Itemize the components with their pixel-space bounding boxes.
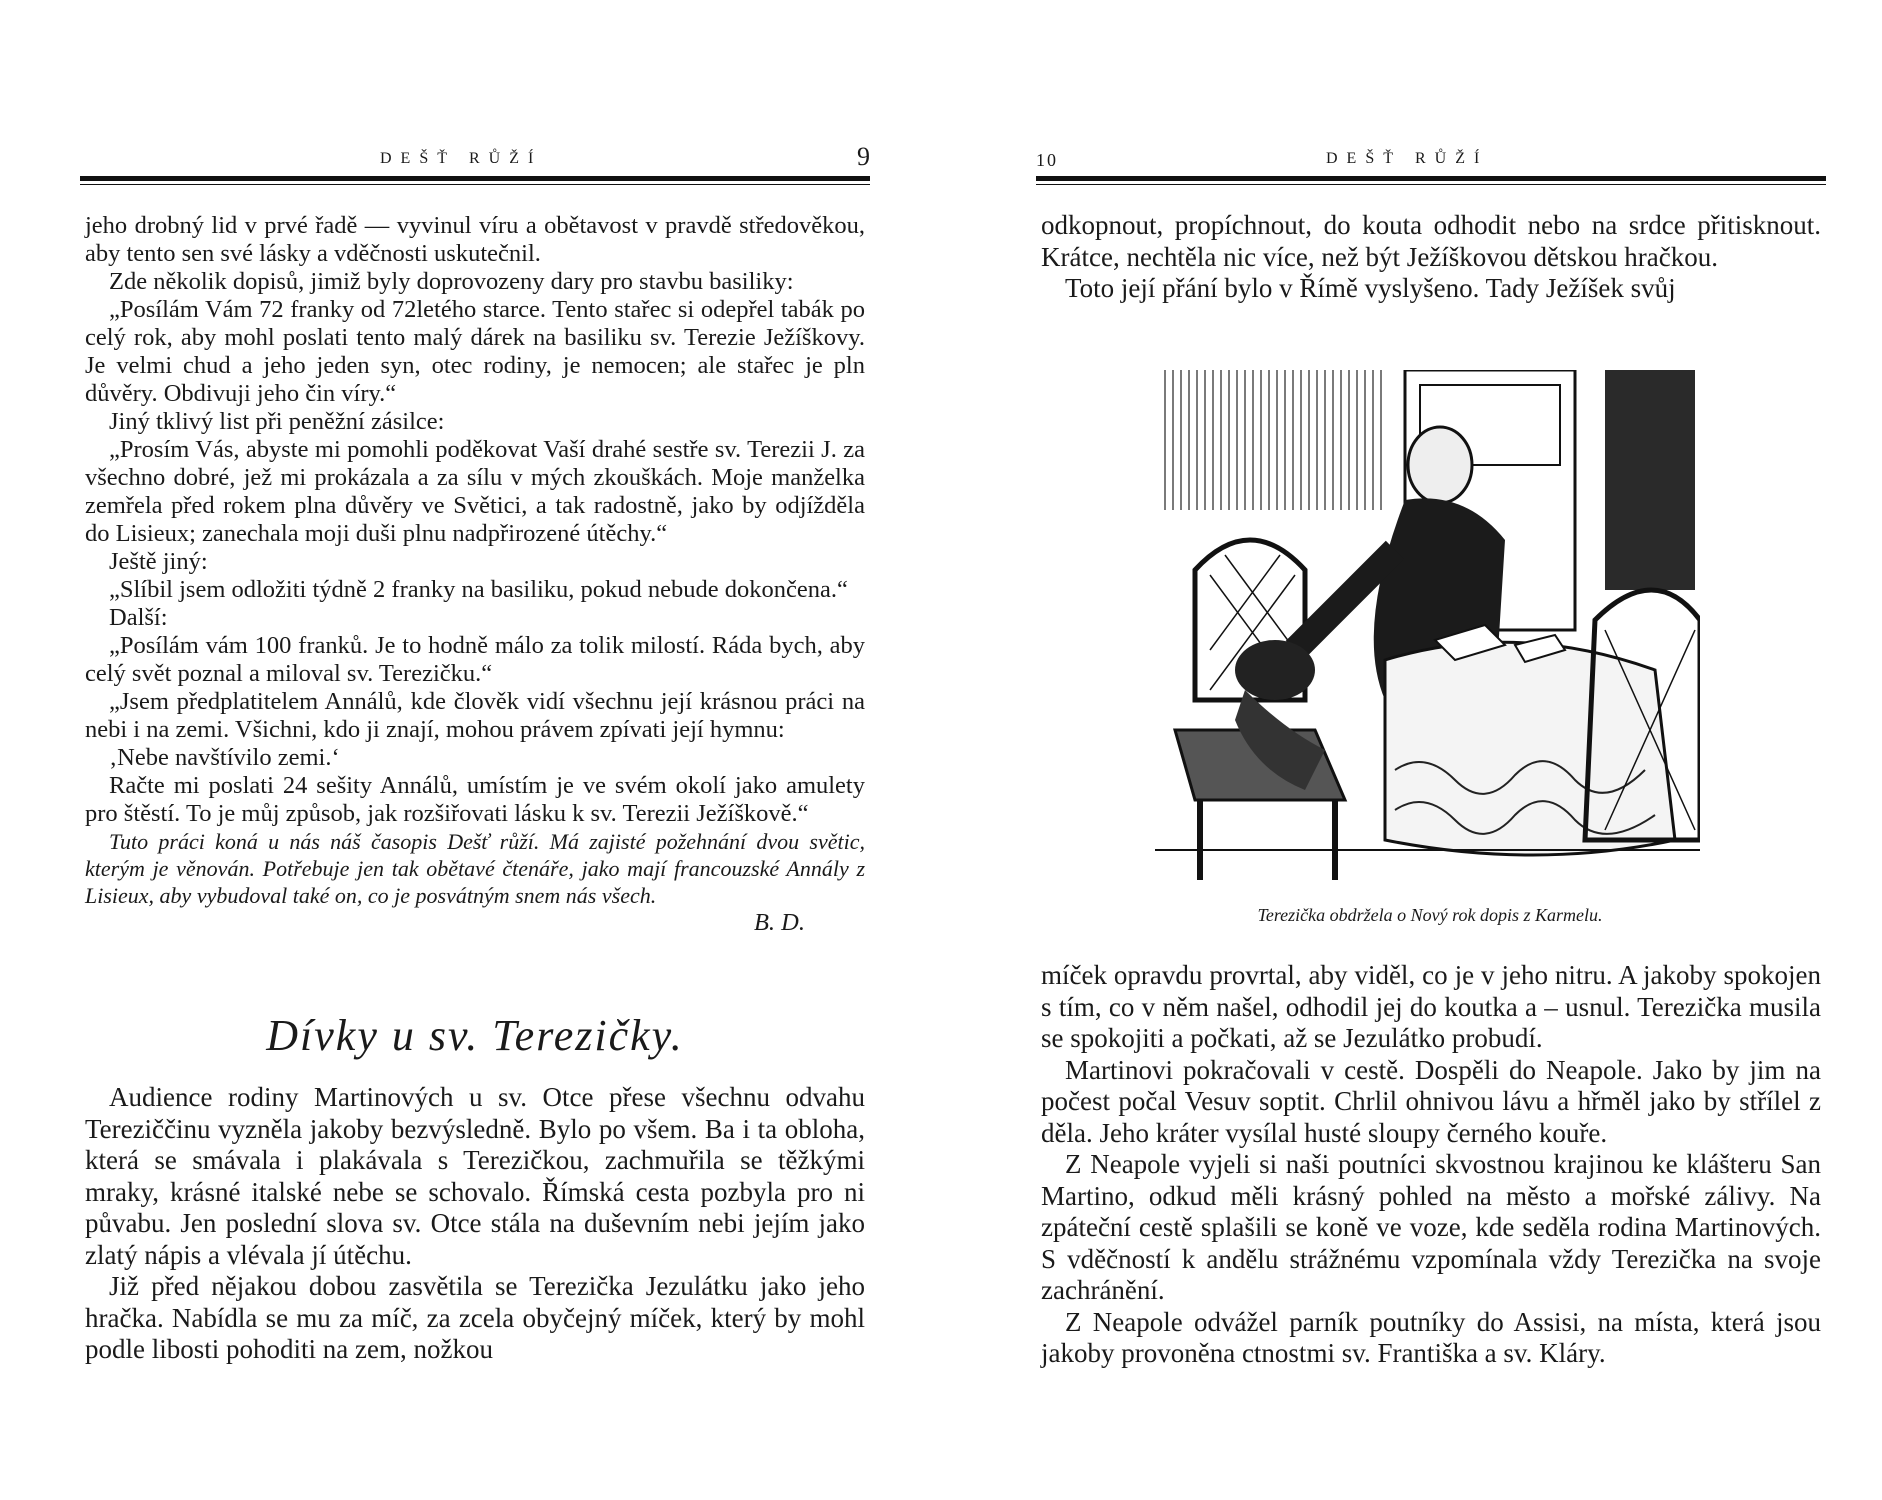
paragraph: jeho drobný lid v prvé řadě — vyvinul víru a obětavost v pravdě středověkou, aby tento sen své lásky a vděčnosti uskutečnil.	[85, 212, 865, 267]
paragraph: míček opravdu provrtal, aby viděl, co je v jeho nitru. A jakoby spokojen s tím, co v něm našel, odhodil jej do koutka a – usnul. Terezička musila se spokojiti a počkati, až se Jezulátko probudí.	[1041, 960, 1821, 1053]
header-rule-thin	[80, 184, 870, 185]
paragraph: Račte mi poslati 24 sešity Annálů, umístím je ve svém okolí jako amulety pro štěstí. To je můj způsob, jak rozšiřovati lásku k sv. Terezii Ježíškově.“	[85, 772, 865, 827]
paragraph: „Jsem předplatitelem Annálů, kde člověk vidí všechnu její krásnou práci na nebi i na zemi. Všichni, kdo ji znají, mohou právem zpívati její hymnu:	[85, 688, 865, 743]
paragraph: Ještě jiný:	[109, 548, 208, 575]
paragraph: Toto její přání bylo v Římě vyslyšeno. Tady Ježíšek svůj	[1065, 273, 1676, 303]
paragraph: Již před nějakou dobou zasvětila se Terezička Jezulátku jako jeho hračka. Nabídla se mu za míč, za zcela obyčejný míček, který by mohl podle libosti pohoditi na zem, nožkou	[85, 1271, 865, 1364]
running-title: DEŠŤ RŮŽÍ	[380, 150, 543, 167]
paragraph: Zde několik dopisů, jimiž byly doprovozeny dary pro stavbu basiliky:	[109, 268, 794, 295]
paragraph: „Posílám vám 100 franků. Je to hodně málo za tolik milostí. Ráda bych, aby celý svět poznal a miloval sv. Terezičku.“	[85, 632, 865, 687]
paragraph: Jiný tklivý list při peněžní zásilce:	[109, 408, 445, 435]
running-head-right	[1036, 146, 1826, 176]
article-heading: Dívky u sv. Terezičky.	[266, 1011, 684, 1060]
paragraph: Z Neapole vyjeli si naši poutníci skvostnou krajinou ke klášteru San Martino, odkud měli krásný pohled na město a mořské zálivy. Na zpáteční cestě splašili se koně ve voze, kde seděla rodina Martinových. S vděčností k andělu strážnému vzpomínala vždy Terezička na svoje zachránění.	[1041, 1149, 1821, 1305]
page-number: 10	[1036, 150, 1058, 170]
paragraph: „Posílám Vám 72 franky od 72letého starce. Tento stařec si odepřel tabák po celý rok, aby mohl poslati tento malý dárek na basiliku sv. Terezie Ježíškovy. Je velmi chud a jeho jeden syn, otec rodiny, je nemocen; ale stařec je pln důvěry. Obdivuji jeho čin víry.“	[85, 296, 865, 407]
paragraph: odkopnout, propíchnout, do kouta odhodit nebo na srdce přitisknout. Krátce, nechtěla nic více, než být Ježíškovou dětskou hračkou.	[1041, 210, 1821, 272]
paragraph: Z Neapole odvážel parník poutníky do Assisi, na místa, která jsou jakoby provoněna ctnostmi sv. Františka a sv. Kláry.	[1041, 1306, 1821, 1368]
article-body-bottom	[1041, 960, 1821, 1370]
paragraph: Martinovi pokračovali v cestě. Dospěli do Neapole. Jako by jim na počest počal Vesuv soptit. Chrlil ohnivou lávu a hřměl jako by střílel z děla. Jeho kráter vysílal husté sloupy černého kouře.	[1041, 1054, 1821, 1148]
header-rule-thin	[1036, 184, 1826, 185]
illustration-engraving	[1155, 370, 1700, 880]
running-title: DEŠŤ RŮŽÍ	[1326, 150, 1489, 167]
paragraph: ‚Nebe navštívilo zemi.‘	[109, 744, 340, 771]
article-body-top	[1041, 210, 1821, 305]
header-rule	[1036, 176, 1826, 181]
running-head-left	[80, 142, 870, 176]
page-number: 9	[857, 142, 870, 171]
illustration-caption: Terezička obdržela o Nový rok dopis z Karmelu.	[1257, 905, 1603, 925]
signature: B. D.	[753, 909, 805, 936]
article-body-left	[85, 1082, 865, 1366]
paragraph: Audience rodiny Martinových u sv. Otce přese všechnu odvahu Tereziččinu vyzněla jakoby bezvýsledně. Bylo po všem. Ba i ta obloha, která se smávala i plakávala s Terezičkou, zachmuřila se těžkými mraky, krásné italské nebe se schovalo. Římská cesta pozbyla pro ni půvabu. Jen poslední slova sv. Otce stála na duševním nebi jejím jako zlatý nápis a vlévala jí útěchu.	[85, 1082, 865, 1270]
paragraph: „Slíbil jsem odložiti týdně 2 franky na basiliku, pokud nebude dokončena.“	[109, 576, 848, 603]
italic-note: Tuto práci koná u nás náš časopis Dešť růží. Má zajisté požehnání dvou světic, kterým je věnován. Potřebuje jen tak obětavé čtenáře, jako mají francouzské Annály z Lisieux, aby vybudoval také on, co je posvátným snem nás všech.	[85, 829, 865, 908]
paragraph: Další:	[109, 604, 168, 631]
letters-section	[85, 212, 865, 937]
paragraph: „Prosím Vás, abyste mi pomohli poděkovat Vaší drahé sestře sv. Terezii J. za všechno dobré, jež mi prokázala a za sílu v mých zkouškách. Moje manželka zemřela před rokem plna důvěry ve Světici, a tak radostně, jako by odjížděla do Lisieux; zanechala moji duši plnu nadpřirozené útěchy.“	[85, 436, 865, 547]
header-rule	[80, 176, 870, 181]
